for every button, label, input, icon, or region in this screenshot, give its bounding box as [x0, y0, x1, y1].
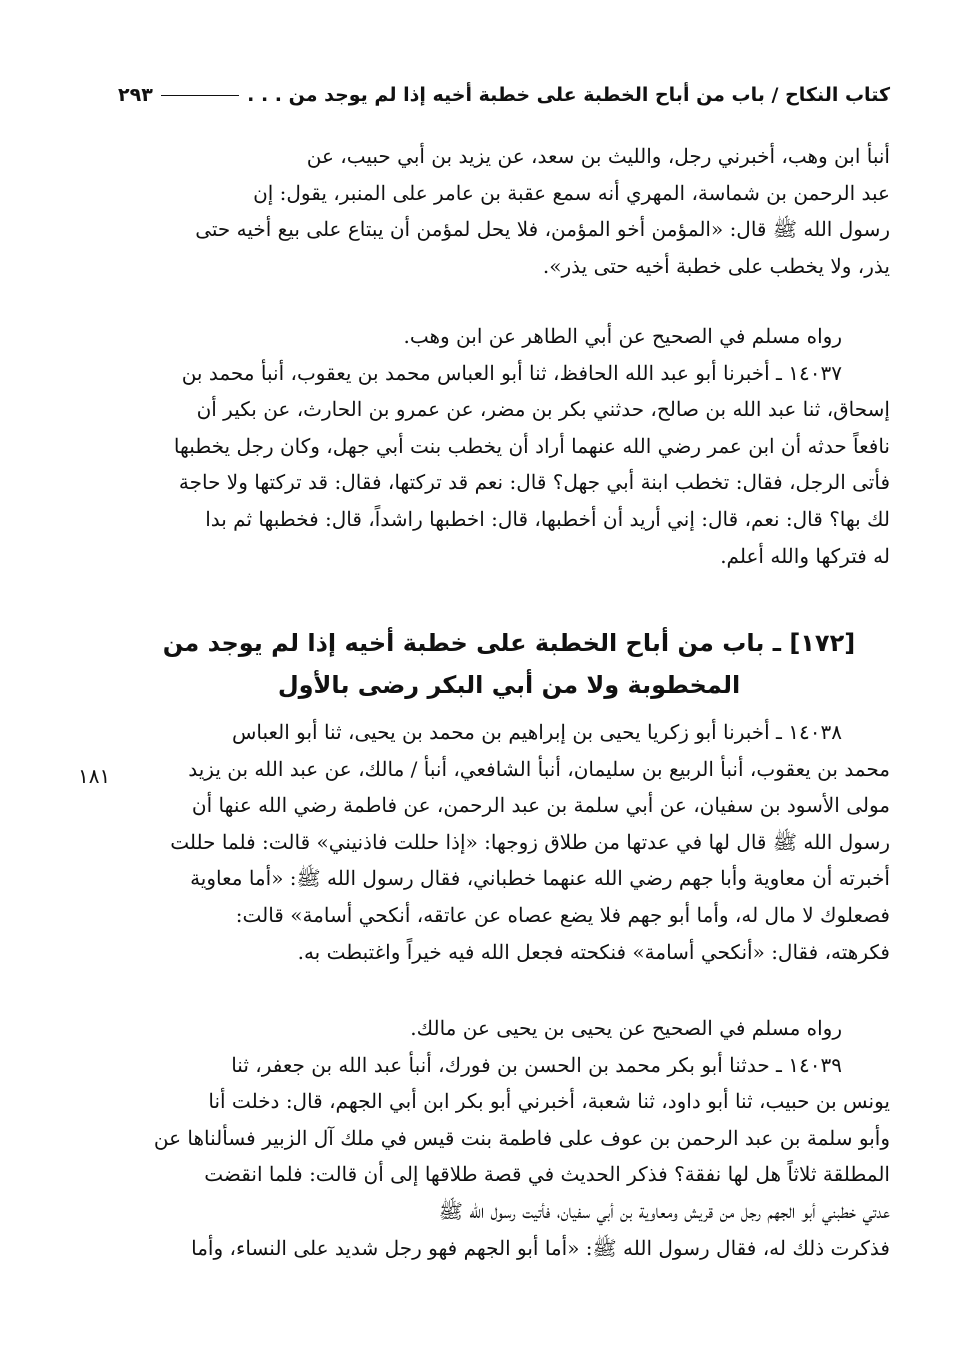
- text-line: فصعلوك لا مال له، وأما أبو جهم فلا يضع عصاه عن عاتقه، أنكحي أسامة» قالت:: [235, 902, 890, 927]
- hadith-start-line: ١٤٠٣٧ ـ أخبرنا أبو عبد الله الحافظ، ثنا أبو العباس محمد بن يعقوب، أنبأ محمد بن: [181, 360, 842, 385]
- text-line: عبد الرحمن بن شماسة، المهري أنه سمع عقبة بن عامر على المنبر، يقول: إن: [253, 180, 890, 205]
- text-line: رواه مسلم في الصحيح عن يحيى بن يحيى عن مالك.: [410, 1016, 842, 1040]
- chapter-heading: [128, 622, 890, 706]
- text-line: رسول الله ﷺ قال: «المؤمن أخو المؤمن، فلا يحل لمؤمن أن يبتاع على بيع أخيه حتى: [195, 217, 890, 242]
- text-line: رسول الله ﷺ قال لها في عدتها من طلاق زوجها: «إذا حللت فاذنيني» قالت: فلما حللت: [170, 829, 890, 854]
- text-line: فأتى الرجل، فقال: تخطب ابنة أبي جهل؟ قال: نعم قد تركتها، فقال: قد تركتها ولا حاجة: [178, 470, 890, 495]
- running-header-title: كتاب النكاح / باب من أباح الخطبة على خطبة أخيه إذا لم يوجد من . . .: [247, 84, 890, 106]
- text-block-hadith-14038: [128, 714, 890, 970]
- hadith-start-line: ١٤٠٣٨ ـ أخبرنا أبو زكريا يحيى بن إبراهيم بن محمد بن يحيى، ثنا أبو العباس: [231, 720, 842, 744]
- text-line: مولى الأسود بن سفيان، عن أبي سلمة بن عبد الرحمن، عن فاطمة رضي الله عنها أن: [191, 793, 890, 818]
- chapter-heading-line: المخطوبة ولا من أبي البكر رضى بالأول: [277, 671, 741, 699]
- text-line: المطلقة ثلاثاً هل لها نفقة؟ فذكر الحديث في قصة طلاقها إلى أن قالت: فلما انقضت: [204, 1162, 890, 1187]
- text-line: وأبو سلمة بن عبد الرحمن بن عوف على فاطمة بنت قيس في ملك آل الزبير فسألناها عن: [153, 1125, 890, 1150]
- text-line: لك بها؟ قال: نعم، قال: إني أريد أن أخطبها، قال: اخطبها راشداً، قال: فخطبها ثم بدا: [205, 506, 890, 531]
- hadith-start-line: ١٤٠٣٩ ـ حدثنا أبو بكر محمد بن الحسن بن فورك، أنبأ عبد الله بن جعفر، ثنا: [231, 1052, 842, 1077]
- text-line: فذكرت ذلك له، فقال رسول الله ﷺ: «أما أبو الجهم فهو رجل شديد على النساء، وأما: [191, 1235, 890, 1260]
- text-line: له فتركها والله أعلم.: [720, 543, 890, 568]
- header-rule: [161, 95, 239, 96]
- text-block-hadith-continued: [128, 138, 890, 284]
- text-line: أخبرته أن معاوية وأبا جهم رضي الله عنهما خطباني، فقال رسول الله ﷺ: «أما معاوية: [190, 866, 890, 891]
- text-line: يونس بن حبيب، ثنا أبو داود، ثنا شعبة، أخبرني أبو بكر ابن أبي الجهم، قال: دخلت أنا: [208, 1089, 890, 1114]
- page-number: ٢٩٣: [118, 84, 153, 106]
- text-line: محمد بن يعقوب، أنبأ الربيع بن سليمان، أنبأ الشافعي، أنبأ / مالك، عن عبد الله بن يزيد: [188, 756, 890, 781]
- text-line: رواه مسلم في الصحيح عن أبي الطاهر عن ابن وهب.: [403, 324, 842, 348]
- text-line: نافعاً حدثه أن ابن عمر رضي الله عنهما أراد أن يخطب بنت أبي جهل، وكان رجل يخطبها: [173, 433, 890, 458]
- text-block-hadith-14039: [128, 1010, 890, 1266]
- text-line: أنبأ ابن وهب، أخبرني رجل، والليث بن سعد، عن يزيد بن أبي حبيب، عن: [306, 144, 890, 168]
- margin-page-reference: ١٨١: [78, 764, 111, 788]
- running-header: [118, 78, 890, 112]
- text-line: فكرهته، فقال: «أنكحي أسامة» فنكحته فجعل الله فيه خيراً واغتبطت به.: [297, 939, 890, 964]
- text-line: إسحاق، ثنا عبد الله بن صالح، حدثني بكر بن مضر، عن عمرو بن الحارث، عن بكير أن: [196, 397, 890, 422]
- text-line: عدتي خطبني أبو الجهم رجل من قريش ومعاوية بن أبي سفيان، فأتيت رسول الله ﷺ: [438, 1198, 890, 1223]
- text-line: يذر، ولا يخطب على خطبة أخيه حتى يذر».: [542, 253, 890, 278]
- chapter-heading-line: [١٧٢] ـ باب من أباح الخطبة على خطبة أخيه إذا لم يوجد من: [162, 629, 856, 657]
- text-block-hadith-14037: [128, 318, 890, 574]
